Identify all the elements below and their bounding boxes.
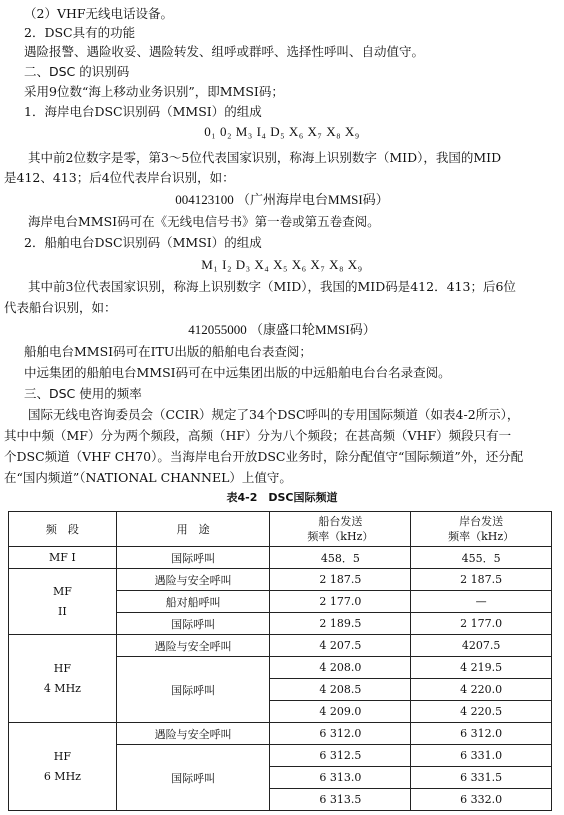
- paragraph-mid-2: 是412、413；后4位代表岸台识别，如：: [4, 170, 235, 185]
- use-cell: 国际呼叫: [116, 547, 270, 569]
- shore-freq-cell: 6 331.0: [411, 745, 552, 767]
- section-heading-id-code: 二、DSC 的识别码: [24, 64, 130, 79]
- table-row: [9, 547, 552, 569]
- use-cell: 国际呼叫: [116, 613, 270, 635]
- header-shore-line1: 岸台发送: [459, 515, 504, 528]
- ship-freq-cell: 2 189.5: [270, 613, 411, 635]
- use-cell: 国际呼叫: [116, 745, 270, 811]
- paragraph-cosco-lookup: 中远集团的船舶电台MMSI码可在中远集团出版的中远船舶电台台名录查阅。: [24, 365, 451, 380]
- paragraph-ship-mid-2: 代表船台识别，如：: [4, 300, 117, 315]
- paragraph-ship-mid-1: 其中前3位代表国家识别，称海上识别数字（MID），我国的MID码是412．413；后6位: [28, 279, 516, 294]
- header-band: 频 段: [9, 512, 117, 547]
- paragraph-functions: 遇险报警、遇险收妥、遇险转发、组呼或群呼、选择性呼叫、自动值守。: [24, 44, 425, 59]
- shore-freq-cell: —: [411, 591, 552, 613]
- example-ship-mmsi: 412055000 （康盛口轮MMSI码）: [188, 322, 376, 337]
- band-cell: HF 4 MHz: [9, 635, 117, 723]
- use-cell: 遇险与安全呼叫: [116, 635, 270, 657]
- ship-freq-cell: 6 312.0: [270, 723, 411, 745]
- shore-freq-cell: 2 177.0: [411, 613, 552, 635]
- ship-freq-cell: 4 209.0: [270, 701, 411, 723]
- shore-freq-cell: 4207.5: [411, 635, 552, 657]
- paragraph-coast-lookup: 海岸电台MMSI码可在《无线电信号书》第一卷或第五卷查阅。: [28, 214, 380, 229]
- paragraph-ship-lookup: 船舶电台MMSI码可在ITU出版的船舶电台表查阅；: [24, 344, 312, 359]
- use-cell: 遇险与安全呼叫: [116, 569, 270, 591]
- subheading-ship-mmsi: 2．船舶电台DSC识别码（MMSI）的组成: [24, 235, 262, 250]
- ship-freq-cell: 6 313.0: [270, 767, 411, 789]
- shore-freq-cell: 2 187.5: [411, 569, 552, 591]
- ship-freq-cell: 4 208.5: [270, 679, 411, 701]
- header-use: 用 途: [116, 512, 270, 547]
- table-header-row: [9, 512, 552, 547]
- ship-freq-cell: 6 312.5: [270, 745, 411, 767]
- use-cell: 船对船呼叫: [116, 591, 270, 613]
- ship-freq-cell: 2 177.0: [270, 591, 411, 613]
- paragraph-mid-1: 其中前2位数字是零，第3～5位代表国家识别，称海上识别数字（MID），我国的MID: [28, 150, 502, 165]
- dsc-frequency-table: [8, 511, 552, 811]
- example-coast-mmsi: 004123100 （广州海岸电台MMSI码）: [175, 192, 389, 207]
- table-row: [9, 569, 552, 591]
- section-heading-frequencies: 三、DSC 使用的频率: [24, 386, 142, 401]
- shore-freq-cell: 6 331.5: [411, 767, 552, 789]
- list-item-vhf: （2）VHF无线电话设备。: [24, 6, 174, 21]
- use-cell: 遇险与安全呼叫: [116, 723, 270, 745]
- paragraph-ccir-4: 在“国内频道”（NATIONAL CHANNEL）上值守。: [4, 470, 292, 485]
- paragraph-ccir-2: 其中中频（MF）分为两个频段，高频（HF）分为八个频段；在甚高频（VHF）频段只有一: [4, 428, 512, 443]
- band-cell: MF I: [9, 547, 117, 569]
- header-shore-freq: [411, 512, 552, 547]
- table-row: [9, 635, 552, 657]
- ship-freq-cell: 4 208.0: [270, 657, 411, 679]
- shore-freq-cell: 455．5: [411, 547, 552, 569]
- table-row: [9, 723, 552, 745]
- band-cell: MF II: [9, 569, 117, 635]
- shore-freq-cell: 6 312.0: [411, 723, 552, 745]
- shore-freq-cell: 4 219.5: [411, 657, 552, 679]
- shore-freq-cell: 4 220.0: [411, 679, 552, 701]
- ship-freq-cell: 6 313.5: [270, 789, 411, 811]
- paragraph-mmsi: 采用9位数“海上移动业务识别”，即MMSI码；: [24, 84, 284, 99]
- table-caption: 表4-2 DSC国际频道: [226, 491, 338, 504]
- shore-freq-cell: 4 220.5: [411, 701, 552, 723]
- ship-freq-cell: 4 207.5: [270, 635, 411, 657]
- shore-freq-cell: 6 332.0: [411, 789, 552, 811]
- subheading-coast-mmsi: 1．海岸电台DSC识别码（MMSI）的组成: [24, 104, 262, 119]
- paragraph-ccir-3: 个DSC频道（VHF CH70）。当海岸电台开放DSC业务时，除分配值守“国际频道”外，还分配: [4, 449, 524, 464]
- paragraph-ccir-1: 国际无线电咨询委员会（CCIR）规定了34个DSC呼叫的专用国际频道（如表4-2所示），: [28, 407, 520, 422]
- header-ship-line1: 船台发送: [318, 515, 363, 528]
- ship-freq-cell: 458．5: [270, 547, 411, 569]
- subheading-dsc-functions: 2．DSC具有的功能: [24, 25, 136, 40]
- header-ship-line2: 频率（kHz）: [307, 530, 374, 543]
- header-ship-freq: [270, 512, 411, 547]
- band-cell: HF 6 MHz: [9, 723, 117, 811]
- header-shore-line2: 频率（kHz）: [448, 530, 515, 543]
- use-cell: 国际呼叫: [116, 657, 270, 723]
- formula-coast-mmsi: 0₁ 0₂ M₃ I₄ D₅ X₆ X₇ X₈ X₉: [204, 124, 360, 139]
- formula-ship-mmsi: M₁ I₂ D₃ X₄ X₅ X₆ X₇ X₈ X₉: [201, 257, 363, 272]
- ship-freq-cell: 2 187.5: [270, 569, 411, 591]
